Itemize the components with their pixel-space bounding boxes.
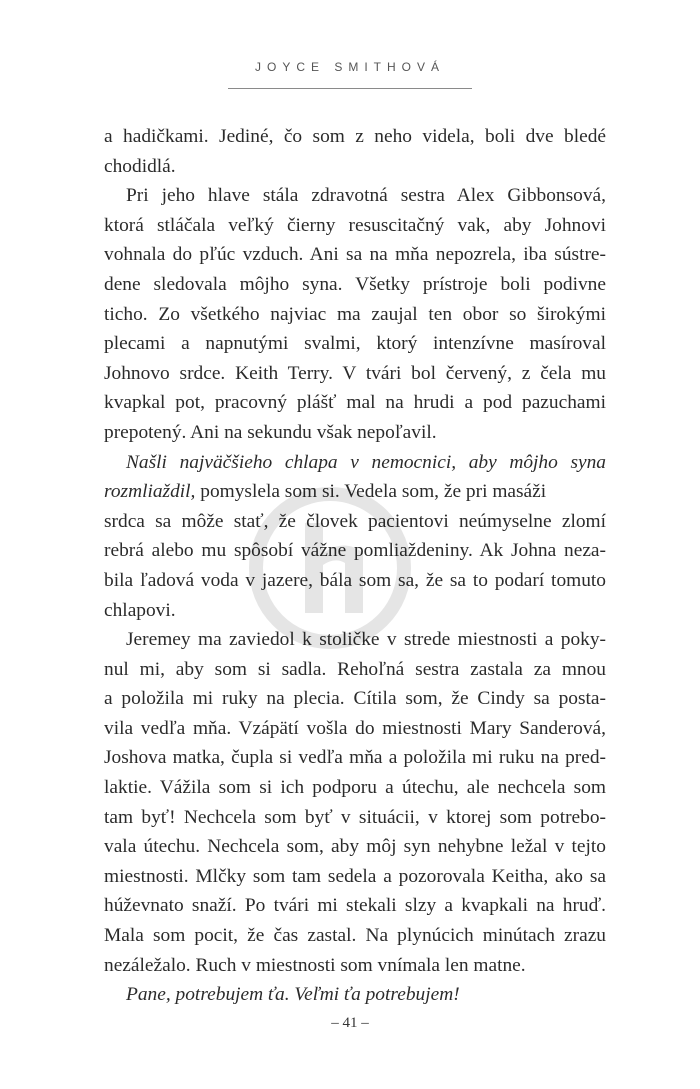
text-line: plecami a napnutými svalmi, ktorý intenzívne masíroval: [104, 333, 606, 355]
text-line: ktorá stláčala veľký čierny resuscitačný vak, aby Johnovi: [104, 214, 606, 236]
body-text: [104, 122, 606, 1010]
text-line-mixed: [104, 477, 606, 507]
text-line: vala útechu. Nechcela som, aby môj syn nehybne ležal v tejto: [104, 836, 606, 858]
text-line: Pri jeho hlave stála zdravotná sestra Alex Gibbonsová,: [126, 185, 606, 207]
text-fragment: pomyslela som si. Vedela som, že pri masáži: [195, 481, 547, 503]
header-rule: [228, 88, 472, 89]
text-line: laktie. Vážila som si ich podporu a útechu, ale nechcela som: [104, 777, 606, 799]
text-line: chlapovi.: [104, 599, 176, 621]
text-line-italic: Pane, potrebujem ťa. Veľmi ťa potrebujem!: [126, 984, 460, 1006]
text-line: vohnala do pľúc vzduch. Ani sa na mňa nepozrela, iba sústre-: [104, 244, 606, 266]
italic-fragment: rozmliaždil,: [104, 481, 196, 503]
text-line: miestnosti. Mlčky som tam sedela a pozorovala Keitha, ako sa: [104, 865, 606, 887]
text-line: nul mi, aby som si sadla. Rehoľná sestra zastala za mnou: [104, 658, 606, 680]
text-line: rebrá alebo mu spôsobí vážne pomliaždeniny. Ak Johna neza-: [104, 540, 606, 562]
running-header: JOYCE SMITHOVÁ: [254, 60, 445, 74]
text-line: ticho. Zo všetkého najviac ma zaujal ten obor so širokými: [104, 303, 606, 325]
text-line: srdca sa môže stať, že človek pacientovi neúmyselne zlomí: [104, 510, 606, 532]
text-line: húževnato snaží. Po tvári mi stekali slzy a kvapkali na hruď.: [104, 895, 606, 917]
text-line: Joshova matka, čupla si vedľa mňa a položila mi ruku na pred-: [104, 747, 606, 769]
text-line: a položila mi ruky na plecia. Cítila som, že Cindy sa posta-: [104, 688, 606, 710]
text-line: tam byť! Nechcela som byť v situácii, v ktorej som potrebo-: [104, 806, 606, 828]
text-line: a hadičkami. Jediné, čo som z neho videla, boli dve bledé: [104, 126, 606, 147]
text-line: prepotený. Ani na sekundu však nepoľavil.: [104, 421, 437, 443]
text-line-italic: Našli najväčšieho chlapa v nemocnici, aby môjho syna: [126, 451, 606, 473]
page-number: – 41 –: [331, 1015, 369, 1031]
text-line: nezáležalo. Ruch v miestnosti som vnímala len matne.: [104, 954, 526, 976]
text-line: dene sledovala môjho syna. Všetky prístroje boli podivne: [104, 273, 606, 295]
text-line: Mala som pocit, že čas zastal. Na plynúcich minútach zrazu: [104, 925, 606, 947]
text-line: bila ľadová voda v jazere, bála som sa, že sa to podarí tomuto: [104, 569, 606, 591]
text-line: vila vedľa mňa. Vzápätí vošla do miestnosti Mary Sanderová,: [104, 717, 606, 739]
text-line: Jeremey ma zaviedol k stoličke v strede miestnosti a poky-: [126, 629, 606, 651]
text-line: chodidlá.: [104, 155, 176, 177]
text-line: Johnovo srdce. Keith Terry. V tvári bol červený, z čela mu: [104, 362, 606, 384]
text-line: kvapkal pot, pracovný plášť mal na hrudi a pod pazuchami: [104, 392, 606, 414]
